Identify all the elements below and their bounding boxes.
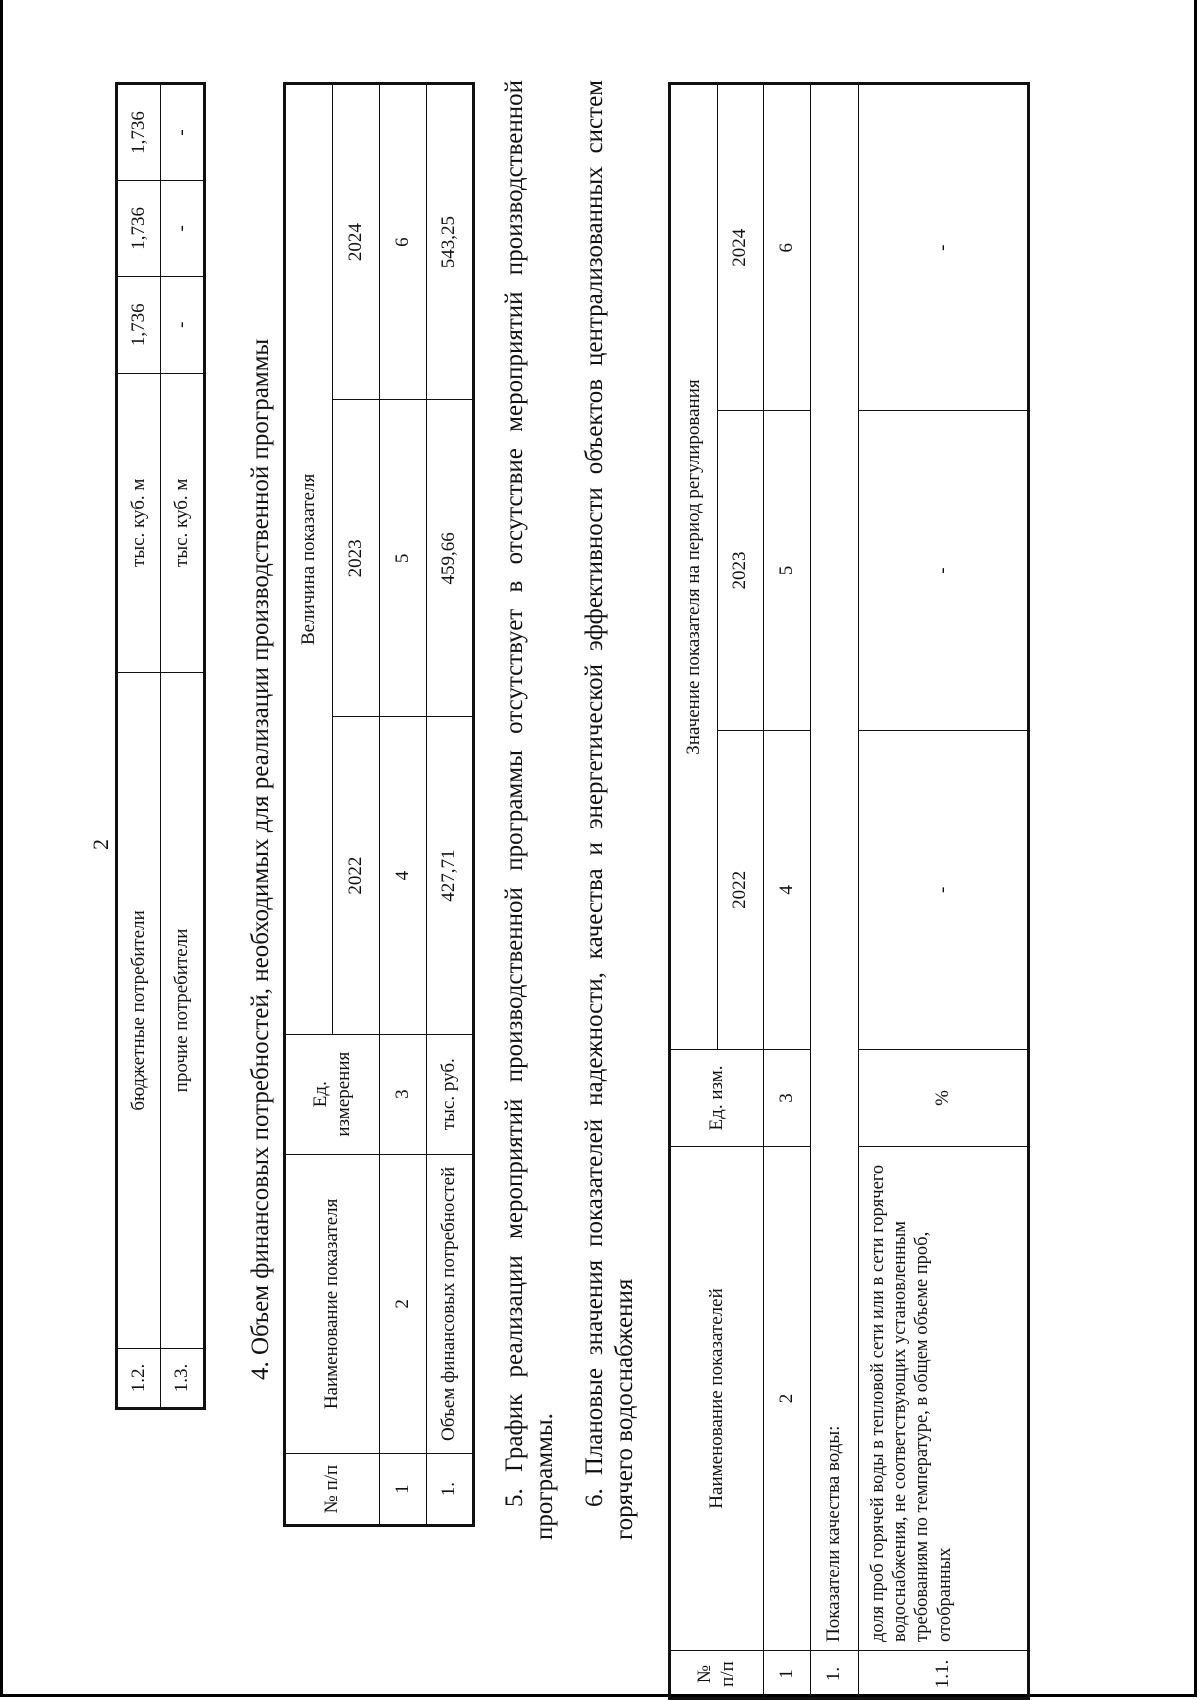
index-cell: 5: [380, 400, 427, 717]
header-number: № п/п: [670, 1651, 764, 1699]
table-index-row: [764, 84, 811, 1699]
header-group: Величина показателя: [285, 84, 333, 1035]
index-cell: 1: [380, 1454, 427, 1526]
index-cell: 4: [380, 717, 427, 1034]
row-number: 1.: [427, 1454, 474, 1526]
header-year: 2023: [333, 400, 380, 717]
row-value: 1,736: [117, 276, 161, 373]
row-value: -: [859, 730, 1029, 1049]
header-year: 2024: [718, 84, 764, 411]
table-quality-indicators: [668, 82, 1030, 1700]
table-group-row: [811, 84, 859, 1699]
index-cell: 5: [764, 411, 811, 730]
row-unit: тыс. куб. м: [117, 373, 161, 672]
index-cell: 6: [764, 84, 811, 411]
section-4-heading: 4. Объем финансовых потребностей, необходимых для реализации производственной программы: [247, 338, 274, 1380]
index-cell: 2: [764, 1146, 811, 1650]
index-cell: 3: [380, 1034, 427, 1154]
table-header-row: [285, 84, 333, 1526]
row-unit: %: [859, 1050, 1029, 1147]
row-name: Объем финансовых потребностей: [427, 1154, 474, 1453]
header-name: Наименование показателей: [670, 1146, 764, 1650]
table-row: [161, 84, 205, 1409]
index-cell: 1: [764, 1651, 811, 1699]
row-value: 459,66: [427, 400, 474, 717]
row-value: -: [859, 84, 1029, 411]
table-row: [117, 84, 161, 1409]
header-name: Наименование показателя: [285, 1154, 380, 1453]
table-consumers: [115, 82, 206, 1410]
row-value: -: [161, 84, 205, 181]
row-group-title: Показатели качества воды:: [811, 84, 859, 1651]
page-number: 2: [88, 839, 113, 850]
index-cell: 3: [764, 1050, 811, 1147]
index-cell: 6: [380, 84, 427, 400]
row-unit: тыс. руб.: [427, 1034, 474, 1154]
header-group: Значение показателя на период регулирования: [670, 84, 718, 1050]
section-5-heading: 5. График реализации мероприятий производственной программы отсутствует в отсутствие мероприятий производственной программы.: [501, 80, 558, 1540]
header-year: 2024: [333, 84, 380, 400]
row-number: 1.2.: [117, 1349, 161, 1409]
row-name: доля проб горячей воды в тепловой сети или в сети горячего водоснабжения, не соответствующих установленным требованиям по температуре, в общем объеме проб, отобранных: [859, 1146, 1029, 1650]
table-financial-needs: [283, 82, 475, 1527]
row-value: -: [161, 276, 205, 373]
row-number: 1.3.: [161, 1349, 205, 1409]
row-name: бюджетные потребители: [117, 672, 161, 1348]
row-value: 427,71: [427, 717, 474, 1034]
row-number: 1.: [811, 1651, 859, 1699]
row-name: прочие потребители: [161, 672, 205, 1348]
header-year: 2023: [718, 411, 764, 730]
index-cell: 2: [380, 1154, 427, 1453]
header-unit: Ед. изм.: [670, 1050, 764, 1147]
table-header-row: [670, 84, 718, 1699]
index-cell: 4: [764, 730, 811, 1049]
table-row: [427, 84, 474, 1526]
header-year: 2022: [718, 730, 764, 1049]
row-value: -: [859, 411, 1029, 730]
row-value: 543,25: [427, 84, 474, 400]
header-number: № п/п: [285, 1454, 380, 1526]
row-value: -: [161, 180, 205, 276]
row-unit: тыс. куб. м: [161, 373, 205, 672]
section-6-heading: 6. Плановые значения показателей надежности, качества и энергетической эффективности объектов централизованных систем горячего водоснабжения: [581, 80, 638, 1540]
table-row: [859, 84, 1029, 1699]
table-index-row: [380, 84, 427, 1526]
header-year: 2022: [333, 717, 380, 1034]
row-value: 1,736: [117, 180, 161, 276]
row-number: 1.1.: [859, 1651, 1029, 1699]
row-value: 1,736: [117, 84, 161, 181]
header-unit: Ед. измерения: [285, 1034, 380, 1154]
